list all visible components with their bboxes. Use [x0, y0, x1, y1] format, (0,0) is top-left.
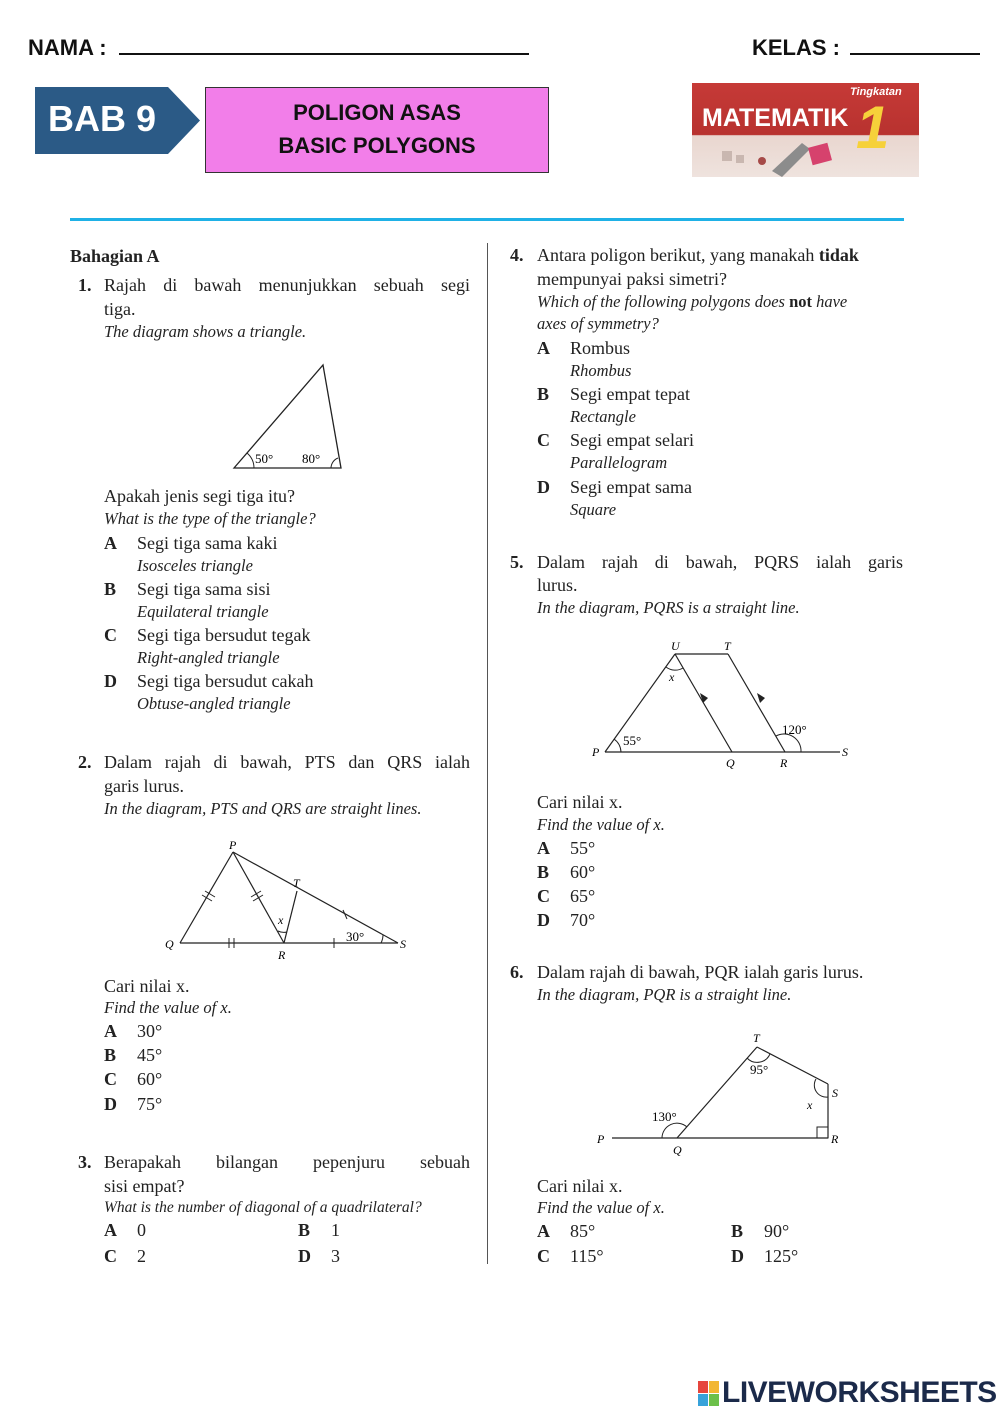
q1-triangle: [234, 365, 341, 468]
q4-option-letter: C: [537, 430, 550, 450]
q4-text-line2: mempunyai paksi simetri?: [537, 269, 727, 289]
q2-label-r: R: [278, 948, 286, 962]
q1-option-text: Segi tiga sama sisi: [137, 579, 271, 599]
q5-option-letter: B: [537, 862, 550, 882]
q2-diagram: [160, 835, 415, 965]
q6-option-c[interactable]: [537, 1245, 604, 1268]
q1-option-en: Obtuse-angled triangle: [137, 694, 291, 713]
q5-label-u: U: [671, 639, 680, 653]
q2-option-c[interactable]: [104, 1068, 162, 1091]
class-field[interactable]: [752, 35, 980, 61]
q2-label-p: P: [229, 838, 237, 852]
q5-text-line2: lurus.: [537, 575, 578, 595]
q4-option-letter: B: [537, 384, 550, 404]
q1-option-c[interactable]: [104, 624, 310, 669]
q1-option-text: Segi tiga sama kaki: [137, 533, 278, 553]
q3-option-text: 1: [331, 1220, 340, 1240]
q5-option-text: 65°: [570, 886, 596, 906]
q5-prompt-en: Find the value of x.: [537, 815, 665, 834]
q5-angle-55: 55°: [623, 733, 642, 748]
q6-option-d[interactable]: [731, 1245, 798, 1268]
q4-option-text: Segi empat selari: [570, 430, 694, 450]
q2-label-s: S: [400, 937, 406, 951]
title-malay: POLIGON ASAS: [293, 100, 461, 125]
q1-text-line1: Rajah di bawah menunjukkan sebuah segi: [104, 275, 470, 295]
q4-option-c[interactable]: [537, 429, 694, 474]
q4-option-en: Square: [570, 500, 617, 519]
q4-en1-a: Which of the following polygons does: [537, 292, 790, 311]
q1-option-d[interactable]: [104, 670, 313, 715]
q4-option-d[interactable]: [537, 476, 692, 521]
q1-angle-left: 50°: [255, 451, 274, 466]
q3-option-d[interactable]: [298, 1245, 340, 1268]
q6-label-x: x: [807, 1098, 813, 1112]
column-divider: [487, 243, 488, 1264]
q6-prompt: Cari nilai x.: [537, 1176, 623, 1196]
q6-option-text: 115°: [570, 1246, 604, 1266]
q2-label-t: T: [293, 876, 300, 890]
chapter-label: BAB 9: [48, 98, 157, 139]
q3-option-text: 3: [331, 1246, 340, 1266]
q3-text-line2: sisi empat?: [104, 1176, 185, 1196]
title-box: [205, 87, 549, 173]
q2-option-a[interactable]: [104, 1020, 162, 1043]
q1-prompt: Apakah jenis segi tiga itu?: [104, 486, 295, 506]
q6-option-letter: A: [537, 1221, 550, 1241]
q4-option-text: Segi empat sama: [570, 477, 692, 497]
section-title: Bahagian A: [70, 246, 160, 266]
q2-prompt: Cari nilai x.: [104, 976, 190, 996]
q1-option-en: Isosceles triangle: [137, 556, 253, 575]
q1-arc-right: [331, 458, 338, 468]
q4-option-text: Rombus: [570, 338, 631, 358]
q6-label-p: P: [597, 1132, 605, 1146]
q2-angle-30: 30°: [346, 929, 365, 944]
q6-option-letter: C: [537, 1246, 550, 1266]
q1-arc-left: [247, 453, 254, 468]
q1-prompt-en: What is the type of the triangle?: [104, 509, 316, 528]
q4-text-en1: [537, 291, 847, 313]
q6-text-en: In the diagram, PQR is a straight line.: [537, 985, 792, 1004]
q1-option-letter: A: [104, 533, 117, 553]
q4-en1-c: have: [811, 292, 848, 311]
q1-text-line2: tiga.: [104, 299, 136, 319]
q6-prompt-en: Find the value of x.: [537, 1198, 665, 1217]
q4-option-en: Rhombus: [570, 361, 632, 380]
q3-option-letter: D: [298, 1246, 311, 1266]
q3-text-line1: Berapakah bilangan pepenjuru sebuah: [104, 1152, 470, 1172]
q6-option-text: 85°: [570, 1221, 596, 1241]
q5-label-q: Q: [726, 756, 735, 770]
q4-option-b[interactable]: [537, 383, 690, 428]
q4-text-en2: axes of symmetry?: [537, 314, 659, 333]
q6-text-line1: Dalam rajah di bawah, PQR ialah garis lurus.: [537, 962, 864, 982]
q2-option-text: 75°: [137, 1094, 163, 1114]
q4-text-line1: [537, 244, 859, 267]
q4-option-text: Segi empat tepat: [570, 384, 690, 404]
q1-option-en: Right-angled triangle: [137, 648, 280, 667]
q6-option-letter: B: [731, 1221, 744, 1241]
header-divider: [70, 218, 904, 221]
q1-option-letter: D: [104, 671, 117, 691]
q5-option-c[interactable]: [537, 885, 595, 908]
q5-option-text: 70°: [570, 910, 596, 930]
q6-option-text: 125°: [764, 1246, 799, 1266]
q6-label-q: Q: [673, 1143, 682, 1157]
q6-number: 6.: [510, 962, 524, 982]
q5-label-s: S: [842, 745, 848, 759]
q6-label-t: T: [753, 1031, 760, 1045]
q2-text-en: In the diagram, PTS and QRS are straight lines.: [104, 799, 422, 818]
q5-option-text: 55°: [570, 838, 596, 858]
q6-label-s: S: [832, 1086, 838, 1100]
q2-option-letter: C: [104, 1069, 117, 1089]
q5-option-letter: C: [537, 886, 550, 906]
q3-option-text: 0: [137, 1220, 146, 1240]
q1-angle-right: 80°: [302, 451, 321, 466]
q1-option-text: Segi tiga bersudut tegak: [137, 625, 311, 645]
q5-option-letter: D: [537, 910, 550, 930]
q1-number: 1.: [78, 275, 92, 295]
q2-option-b[interactable]: [104, 1044, 162, 1067]
q4-option-en: Parallelogram: [570, 453, 668, 472]
q2-option-text: 60°: [137, 1069, 163, 1089]
q5-diagram: [590, 635, 855, 770]
q4-en1-not: not: [789, 292, 812, 311]
q4-text-emphasis: tidak: [818, 245, 859, 265]
q4-option-letter: A: [537, 338, 550, 358]
q3-option-text: 2: [137, 1246, 146, 1266]
q5-option-b[interactable]: [537, 861, 595, 884]
q3-option-a[interactable]: [104, 1219, 146, 1242]
q4-option-a[interactable]: [537, 337, 631, 382]
q4-number: 4.: [510, 245, 524, 265]
class-label: KELAS :: [752, 35, 840, 60]
class-blank[interactable]: [850, 53, 980, 55]
q5-angle-120: 120°: [782, 722, 807, 737]
q1-option-letter: B: [104, 579, 117, 599]
q6-option-text: 90°: [764, 1221, 790, 1241]
q6-angle-95: 95°: [750, 1062, 769, 1077]
q2-text-line1: Dalam rajah di bawah, PTS dan QRS ialah: [104, 752, 470, 772]
q2-label-q: Q: [165, 937, 174, 951]
logo-subject: MATEMATIK: [702, 104, 849, 132]
q1-option-en: Equilateral triangle: [137, 602, 269, 621]
liveworksheets-logo-icon: [698, 1381, 720, 1407]
q1-option-a[interactable]: [104, 532, 277, 577]
q3-option-letter: A: [104, 1220, 117, 1240]
q2-prompt-en: Find the value of x.: [104, 998, 232, 1017]
q5-label-t: T: [724, 639, 731, 653]
q3-option-letter: B: [298, 1220, 311, 1240]
q1-option-b[interactable]: [104, 578, 271, 623]
q5-text-line1: Dalam rajah di bawah, PQRS ialah garis: [537, 552, 903, 572]
q6-option-letter: D: [731, 1246, 744, 1266]
q6-option-a[interactable]: [537, 1220, 595, 1243]
q1-option-text: Segi tiga bersudut cakah: [137, 671, 314, 691]
q5-prompt: Cari nilai x.: [537, 792, 623, 812]
q6-option-b[interactable]: [731, 1220, 789, 1243]
q3-option-letter: C: [104, 1246, 117, 1266]
q5-option-a[interactable]: [537, 837, 595, 860]
name-field[interactable]: [28, 35, 529, 61]
q5-number: 5.: [510, 552, 524, 572]
q5-label-p: P: [592, 745, 600, 759]
logo-number: 1: [856, 94, 890, 161]
q6-label-r: R: [831, 1132, 839, 1146]
q3-text-en: What is the number of diagonal of a quadrilateral?: [104, 1199, 422, 1216]
name-label: NAMA :: [28, 35, 107, 60]
q2-label-x: x: [278, 913, 284, 927]
logo-level: Tingkatan: [850, 86, 902, 98]
q1-text-en: The diagram shows a triangle.: [104, 322, 307, 341]
q5-label-r: R: [780, 756, 788, 770]
q1-diagram: [230, 362, 345, 472]
q5-option-letter: A: [537, 838, 550, 858]
q2-option-letter: B: [104, 1045, 117, 1065]
q2-option-text: 30°: [137, 1021, 163, 1041]
q2-number: 2.: [78, 752, 92, 772]
title-english: BASIC POLYGONS: [278, 133, 476, 158]
q2-option-letter: A: [104, 1021, 117, 1041]
name-blank[interactable]: [119, 53, 529, 55]
q4-option-letter: D: [537, 477, 550, 497]
q5-option-text: 60°: [570, 862, 596, 882]
q5-label-x: x: [669, 670, 675, 684]
q3-number: 3.: [78, 1152, 92, 1172]
q5-text-en: In the diagram, PQRS is a straight line.: [537, 598, 800, 617]
q5-option-d[interactable]: [537, 909, 595, 932]
q6-angle-130: 130°: [652, 1109, 677, 1124]
q6-diagram: [592, 1027, 852, 1162]
watermark[interactable]: LIVEWORKSHEETS: [722, 1376, 997, 1409]
q4-text-line1-a: Antara poligon berikut, yang manakah: [537, 245, 819, 265]
q3-option-c[interactable]: [104, 1245, 146, 1268]
q2-option-text: 45°: [137, 1045, 163, 1065]
q2-option-d[interactable]: [104, 1093, 162, 1116]
q1-option-letter: C: [104, 625, 117, 645]
q4-option-en: Rectangle: [570, 407, 636, 426]
q2-option-letter: D: [104, 1094, 117, 1114]
q3-option-b[interactable]: [298, 1219, 340, 1242]
q2-text-line2: garis lurus.: [104, 776, 184, 796]
